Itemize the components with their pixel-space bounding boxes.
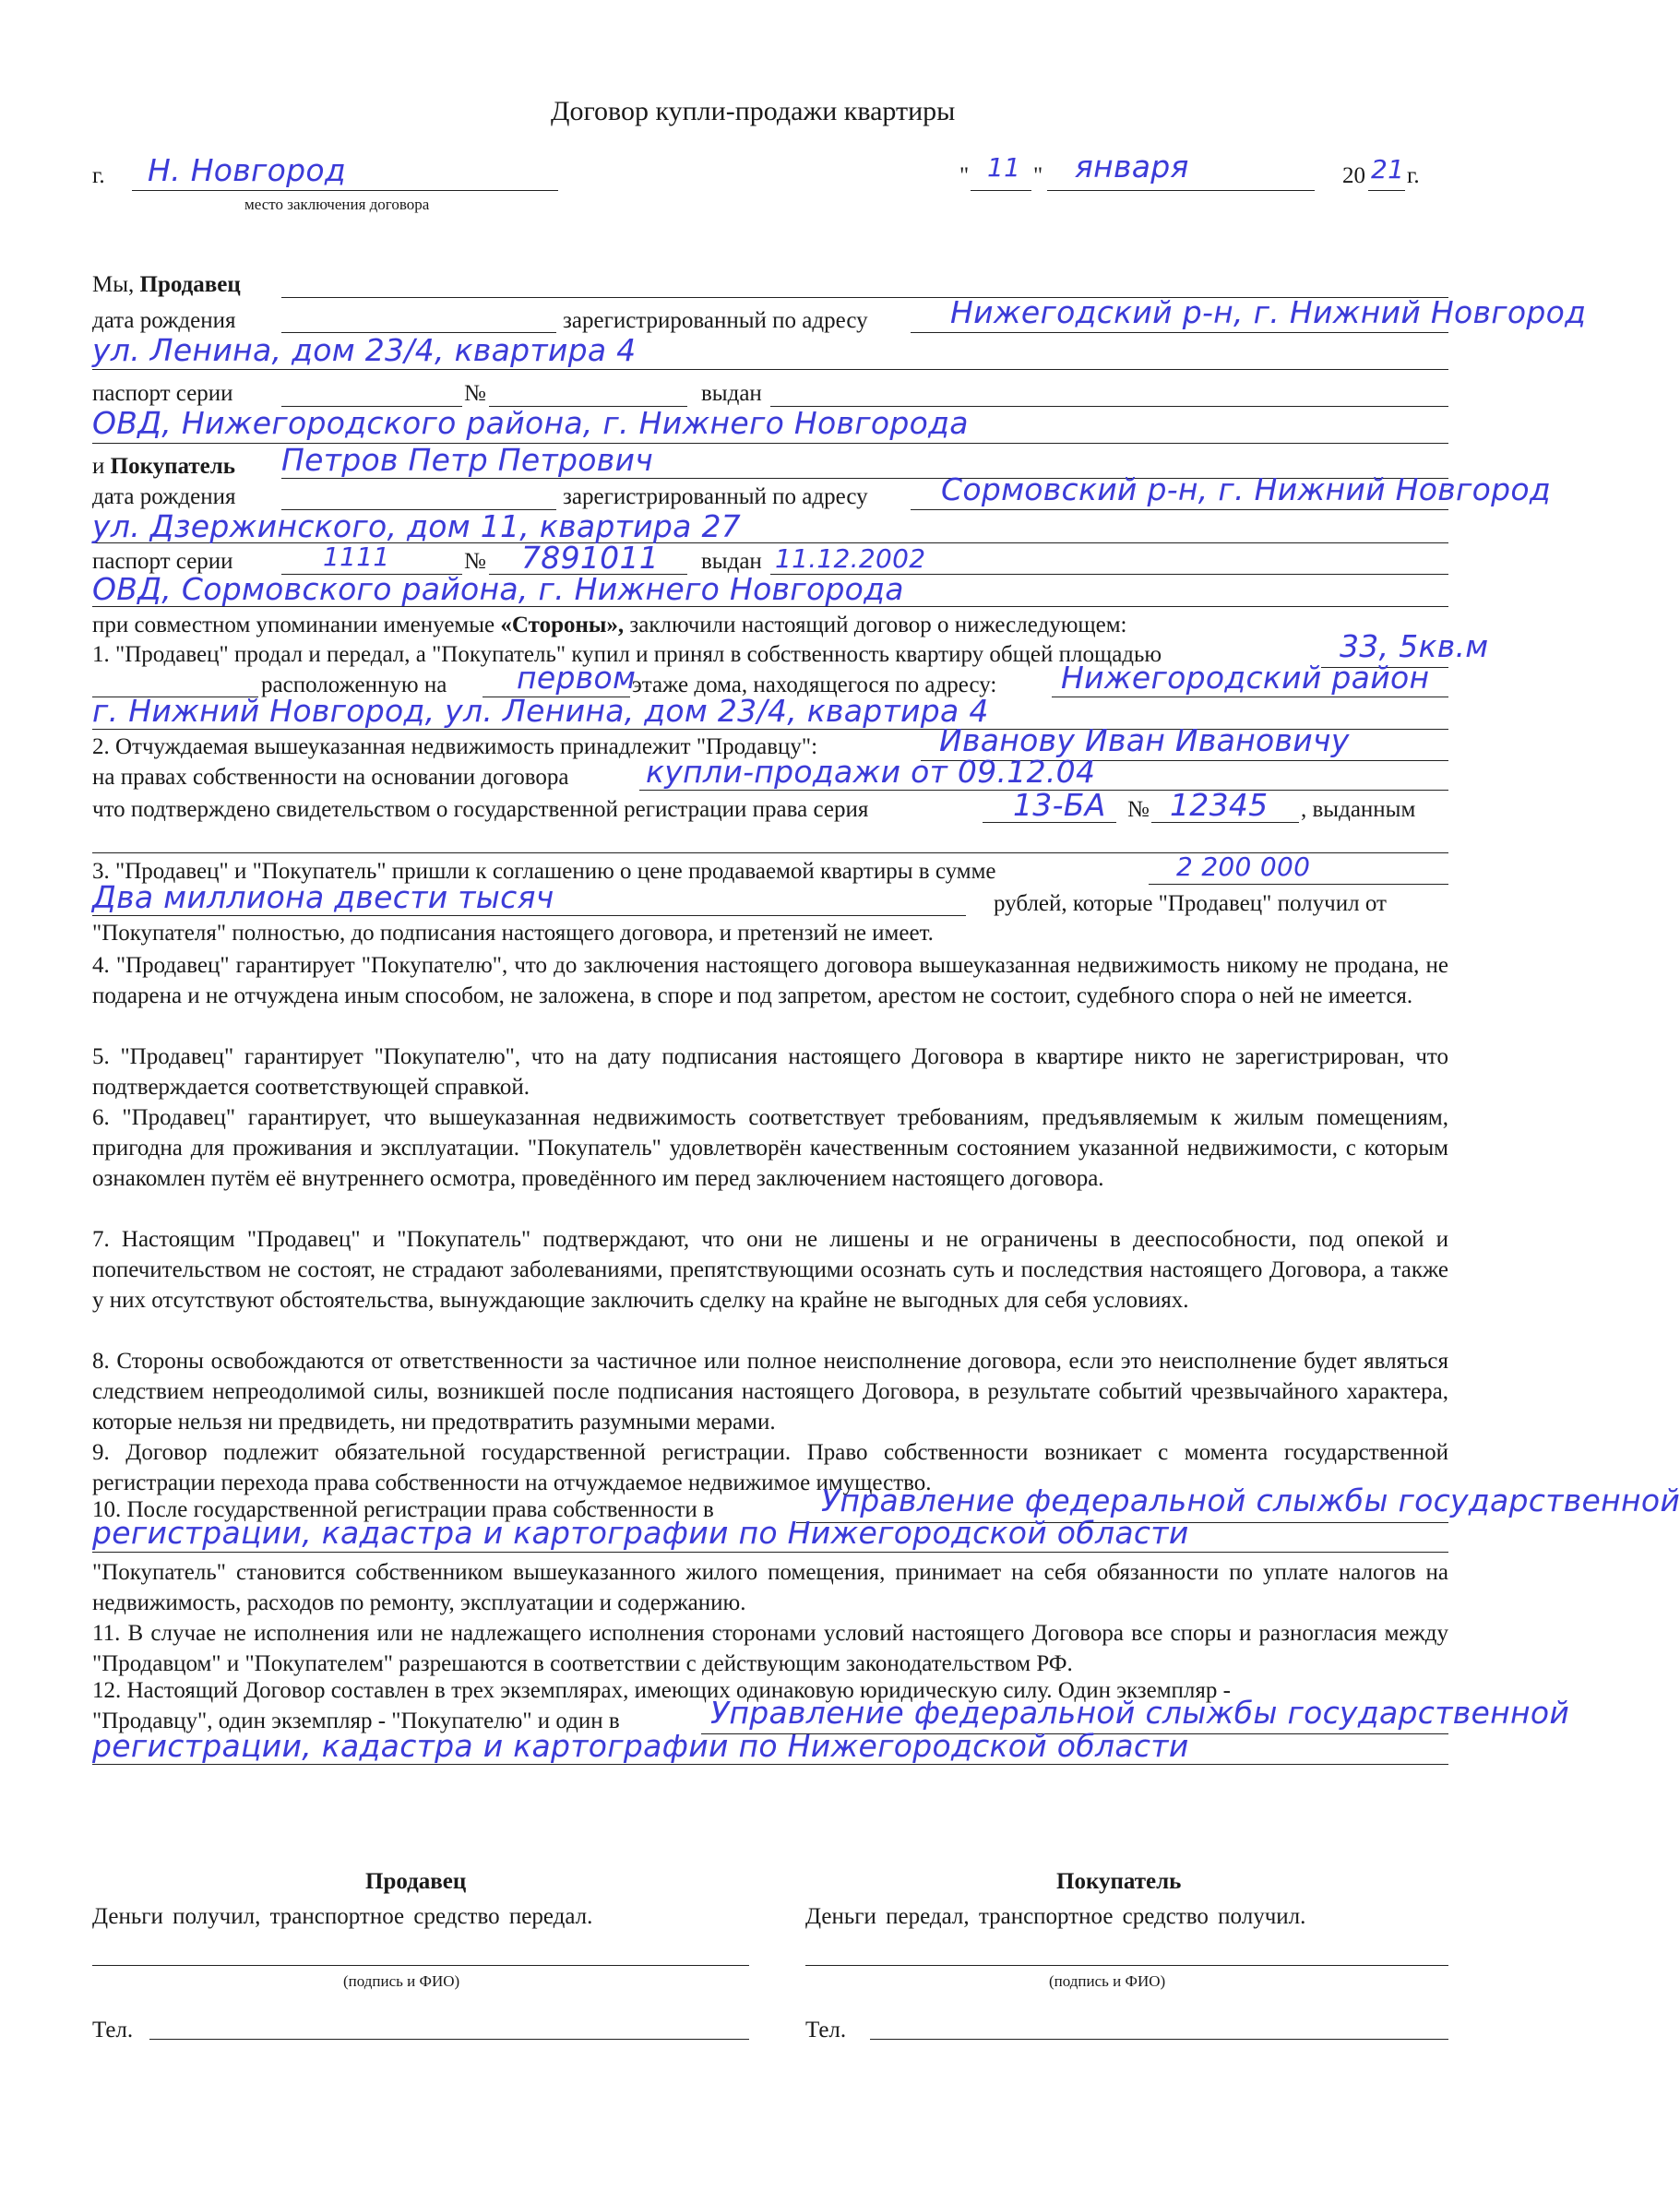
day-value[interactable]: 11 — [987, 152, 1021, 183]
clause-7: 7. Настоящим "Продавец" и "Покупатель" подтверждают, что они не лишены и не ограничены в дееспособности, под опекой и попечительством не состоят, не страдают заболеваниями, препятствующими осознать суть и последствия настоящего Договора, а также у них отсутствуют обстоятельства, вынуждающие заключить сделку на крайне не выгодных для себя условиях. — [92, 1227, 1448, 1313]
year-end: г. — [1407, 163, 1420, 188]
seller-sign-text: Деньги получил, транспортное средство передал. — [92, 1904, 593, 1929]
buyer-issued-date[interactable]: 11.12.2002 — [775, 543, 926, 574]
seller-passport-label: паспорт серии — [92, 381, 233, 406]
buyer-sign-text: Деньги передал, транспортное средство получил. — [805, 1904, 1306, 1929]
seller-street[interactable]: ул. Ленина, дом 23/4, квартира 4 — [92, 332, 637, 368]
buyer-tel-line[interactable] — [870, 2039, 1448, 2040]
intro-line: при совместном упоминании именуемые «Стороны», заключили настоящий договор о нижеследующем: — [92, 613, 1127, 637]
seller-number-label: № — [464, 381, 486, 406]
seller-sign-title: Продавец — [365, 1869, 467, 1894]
clause1-floor[interactable]: первом — [517, 660, 637, 696]
month-line — [1047, 190, 1315, 191]
seller-intro: Мы, Продавец — [92, 272, 241, 297]
clause10-org1[interactable]: Управление федеральной слыжбы государственной — [821, 1482, 1680, 1518]
clause10-text: 10. После государственной регистрации права собственности в — [92, 1497, 714, 1522]
day-line — [971, 190, 1031, 191]
clause12-line2: "Продавцу", один экземпляр - "Покупателю" и один в — [92, 1709, 620, 1733]
buyer-sign-title: Покупатель — [1056, 1869, 1182, 1894]
month-value[interactable]: января — [1075, 149, 1189, 185]
seller-issued-label: выдан — [701, 381, 762, 406]
quote-close: " — [1033, 163, 1043, 188]
clause1-address1[interactable]: Нижегородский район — [1061, 660, 1430, 696]
buyer-sign-caption: (подпись и ФИО) — [1049, 1972, 1166, 1990]
clause2-cert-series[interactable]: 13-БА — [1013, 787, 1106, 823]
clause12-org2[interactable]: регистрации, кадастра и картографии по Нижегородской области — [92, 1728, 1189, 1764]
clause3-words-line — [92, 915, 966, 916]
seller-tel-label: Тел. — [92, 2018, 134, 2042]
clause3-cont: "Покупателя" полностью, до подписания настоящего договора, и претензий не имеет. — [92, 921, 934, 946]
year-line — [1368, 190, 1405, 191]
seller-reg-line — [911, 332, 1448, 333]
clause2-basis[interactable]: купли-продажи от 09.12.04 — [646, 754, 1096, 790]
clause2-basis-label: на правах собственности на основании договора — [92, 765, 569, 790]
place-caption: место заключения договора — [244, 196, 430, 213]
buyer-street[interactable]: ул. Дзержинского, дом 11, квартира 27 — [92, 508, 742, 544]
clause2-issued-label: , выданным — [1301, 797, 1416, 822]
clause-6: 6. "Продавец" гарантирует, что вышеуказанная недвижимость соответствует требованиям, предъявляемым к жилым помещениям, пригодна для проживания и эксплуатации. "Покупатель" удовлетворён качественным состоянием указанной недвижимости, с которым ознакомлен путём её внутреннего осмотра, проведённого им перед заключением настоящего договора. — [92, 1105, 1448, 1191]
city-line — [132, 190, 558, 191]
clause3-price-line — [1149, 884, 1448, 885]
buyer-tel-label: Тел. — [805, 2018, 847, 2042]
buyer-intro: и Покупатель — [92, 454, 236, 479]
clause-9: 9. Договор подлежит обязательной государственной регистрации. Право собственности возникает с момента государственной регистрации перехода права собственности на отчуждаемое недвижимое имущество. — [92, 1440, 1448, 1495]
clause3-price[interactable]: 2 200 000 — [1176, 851, 1311, 882]
clause-5: 5. "Продавец" гарантирует "Покупателю", что на дату подписания настоящего Договора в квартире никто не зарегистрирован, что подтверждается соответствующей справкой. — [92, 1044, 1448, 1100]
seller-issued-by[interactable]: ОВД, Нижегородского района, г. Нижнего Новгорода — [92, 405, 969, 441]
clause12-org-line2 — [92, 1764, 1448, 1765]
buyer-issued-by[interactable]: ОВД, Сормовского района, г. Нижнего Новгорода — [92, 571, 904, 607]
clause1-floor-text: этаже дома, находящегося по адресу: — [632, 673, 997, 697]
buyer-reg-line — [911, 509, 1448, 510]
seller-reg-label: зарегистрированный по адресу — [563, 308, 868, 333]
city-value[interactable]: Н. Новгород — [148, 152, 347, 188]
year-value[interactable]: 21 — [1371, 154, 1405, 185]
seller-sign-caption: (подпись и ФИО) — [343, 1972, 460, 1990]
clause-4: 4. "Продавец" гарантирует "Покупателю", что до заключения настоящего договора вышеуказанная недвижимость никому не продана, не подарена и не отчуждена иным способом, не заложена, в споре и под запретом, арестом не состоит, судебного спора о ней не имеется. — [92, 953, 1448, 1008]
seller-birth-label: дата рождения — [92, 308, 236, 333]
clause12-line1: 12. Настоящий Договор составлен в трех экземплярах, имеющих одинаковую юридическую силу. Один экземпляр - — [92, 1678, 1231, 1703]
buyer-signature-line[interactable] — [805, 1965, 1448, 1966]
clause3-text: 3. "Продавец" и "Покупатель" пришли к соглашению о цене продаваемой квартиры в сумме — [92, 859, 996, 884]
buyer-reg-label: зарегистрированный по адресу — [563, 484, 868, 509]
clause-8: 8. Стороны освобождаются от ответственности за частичное или полное неисполнение договора, если это неисполнение будет являться следствием непреодолимой силы, возникшей после подписания настоящего Договора, в результате событий чрезвычайного характера, которые нельзя ни предвидеть, ни предотвратить разумными мерами. — [92, 1349, 1448, 1435]
clause1-located-label: расположенную на — [261, 673, 447, 697]
buyer-name[interactable]: Петров Петр Петрович — [281, 442, 654, 478]
seller-signature-line[interactable] — [92, 1965, 749, 1966]
clause10-org-line2 — [92, 1552, 1448, 1553]
clause2-text: 2. Отчуждаемая вышеуказанная недвижимость принадлежит "Продавцу": — [92, 734, 818, 759]
buyer-reg-address[interactable]: Сормовский р-н, г. Нижний Новгород — [941, 471, 1551, 507]
buyer-series[interactable]: 1111 — [323, 542, 390, 572]
clause1-address2[interactable]: г. Нижний Новгород, ул. Ленина, дом 23/4, квартира 4 — [92, 693, 989, 729]
buyer-passport-label: паспорт серии — [92, 549, 233, 574]
buyer-birth-label: дата рождения — [92, 484, 236, 509]
clause3-rub-text: рублей, которые "Продавец" получил от — [994, 891, 1387, 916]
clause10-org2[interactable]: регистрации, кадастра и картографии по Нижегородской области — [92, 1515, 1189, 1551]
quote-open: " — [959, 163, 970, 188]
clause1-area[interactable]: 33, 5кв.м — [1340, 628, 1489, 664]
clause2-owner[interactable]: Иванову Иван Ивановичу — [939, 722, 1350, 758]
clause12-org1[interactable]: Управление федеральной слыжбы государственной — [710, 1695, 1570, 1731]
seller-reg-address[interactable]: Нижегодский р-н, г. Нижний Новгород — [950, 294, 1587, 330]
seller-street-line — [92, 369, 1448, 370]
document-title: Договор купли-продажи квартиры — [551, 96, 956, 126]
clause2-cert-label: что подтверждено свидетельством о государственной регистрации права серия — [92, 797, 869, 822]
clause2-cert-number-label: № — [1127, 797, 1150, 822]
buyer-number[interactable]: 7891011 — [521, 540, 660, 576]
clause-11: 11. В случае не исполнения или не надлежащего исполнения сторонами условий настоящего Договора все споры и разногласия между "Продавцом" и "Покупателем" разрешаются в соответствии с действующим законодательством РФ. — [92, 1621, 1448, 1676]
clause2-cert-number[interactable]: 12345 — [1170, 787, 1269, 823]
clause1-text: 1. "Продавец" продал и передал, а "Покупатель" купил и принял в собственность квартиру общей площадью — [92, 642, 1162, 667]
city-prefix: г. — [92, 163, 105, 188]
clause10-cont: "Покупатель" становится собственником вышеуказанного жилого помещения, принимает на себя обязанности по уплате налогов на недвижимость, расходов по ремонту, эксплуатации и содержанию. — [92, 1560, 1448, 1615]
year-prefix: 20 — [1342, 163, 1365, 188]
seller-tel-line[interactable] — [149, 2039, 749, 2040]
buyer-number-label: № — [464, 549, 486, 574]
buyer-issued-label: выдан — [701, 549, 762, 574]
clause3-price-words[interactable]: Два миллиона двести тысяч — [92, 879, 554, 915]
